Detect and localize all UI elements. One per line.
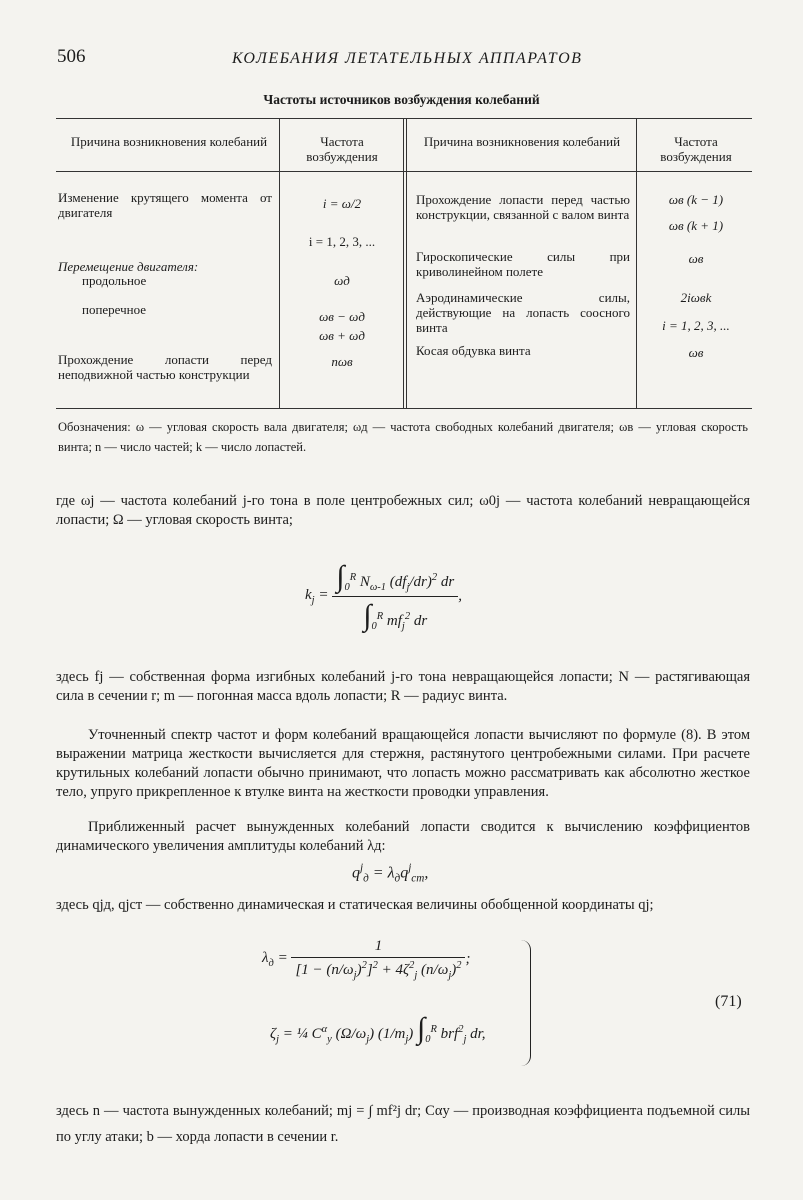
right-row1-freq-b: ωв (k + 1) (668, 218, 724, 233)
left-row2b-freq-b: ωв + ωд (319, 328, 365, 343)
table-bottom-rule (56, 408, 752, 409)
left-row2b-cause: поперечное (82, 302, 147, 317)
right-row2-freq: ωв (688, 251, 704, 266)
equation-lambda: $\lambda_д$ = $\frac{1}{[1 - (n/\omega_j)^2]^2 + 4\zeta^2_j (n/\omega_j)^2}$ ; (262, 938, 471, 981)
table-col-divider-3 (636, 118, 637, 408)
table-col-divider-2b (406, 118, 407, 408)
table-col-divider-1 (279, 118, 280, 408)
paragraph-1: где ωj — частота колебаний j-го тона в поле центробежных сил; ω0j — частота колебаний невращающейся лопасти; Ω — угловая скорость винта; (56, 493, 750, 528)
paragraph-3: Уточненный спектр частот и форм колебаний вращающейся лопасти вычисляют по формуле (8). В этом выражении матрица жесткости вычисляется для стержня, растянутого центробежными силами. При расчете крутильных колебаний лопасти обычно принимают, что лопасть можно рассматривать как абсолютно жесткое тело, упруго прикрепленное к втулке винта на жесткости проводки управления. (56, 727, 750, 800)
paragraph-4: Приближенный расчет вынужденных колебаний лопасти сводится к вычислению коэффициентов динамического увеличения амплитуды колебаний λд: (56, 819, 750, 854)
equation-number: (71) (715, 993, 742, 1010)
left-row1-cause: Изменение крутящего момента от двигателя (58, 190, 272, 220)
right-row4-freq: ωв (688, 345, 704, 360)
equation-kj: $k_j$ = $\frac{\int_0^R N_{\omega-1} (df_j/dr)^2 dr}{\int_0^R mf_j^2 dr}$ , (305, 560, 462, 632)
system-brace (516, 940, 531, 1066)
equation-q: $q^j_д = \lambda_дq^j_{ст}$, (352, 862, 429, 885)
left-row3-freq: nωв (331, 354, 353, 369)
right-row4-cause: Косая обдувка винта (416, 343, 531, 358)
col-header-freq-right: Частота возбуждения (660, 134, 732, 164)
table-notation: Обозначения: ω — угловая скорость вала двигателя; ωд — частота свободных колебаний двигателя; ωв — угловая скорость винта; n — число частей; k — число лопастей. (58, 420, 748, 454)
left-row3-cause: Прохождение лопасти перед неподвижной частью конструкции (58, 352, 272, 382)
table-caption: Частоты источников возбуждения колебаний (263, 92, 540, 107)
col-header-freq-left: Частота возбуждения (306, 134, 378, 164)
col-header-cause-right: Причина возникновения колебаний (423, 134, 621, 149)
paragraph-2: здесь fj — собственная форма изгибных колебаний j-го тона невращающейся лопасти; N — растягивающая сила в сечении r; m — погонная масса вдоль лопасти; R — радиус винта. (56, 669, 750, 704)
paragraph-5: здесь qjд, qjст — собственно динамическая и статическая величины обобщенной координаты qj; (56, 897, 654, 913)
left-row2b-freq-a: ωв − ωд (319, 309, 365, 324)
table-col-divider-2a (403, 118, 404, 408)
right-row1-cause: Прохождение лопасти перед частью конструкции, связанной с валом винта (416, 192, 630, 222)
col-header-cause-left: Причина возникновения колебаний (70, 134, 268, 149)
right-row3-cause: Аэродинамические силы, действующие на лопасть соосного винта (416, 290, 630, 335)
paragraph-6: здесь n — частота вынужденных колебаний; mj = ∫ mf²j dr; Cαy — производная коэффициента подъемной силы по углу атаки; b — хорда лопасти в сечении r. (56, 1103, 750, 1145)
left-row2a-freq: ωд (334, 273, 350, 288)
right-row1-freq-a: ωв (k − 1) (668, 192, 724, 207)
right-row3-freq-a: 2iωвk (680, 290, 712, 305)
left-row2a-cause: продольное (82, 273, 147, 288)
equation-zeta: $\zeta_j$ = ¼ $C^\alpha_y$ $(\Omega/\omega_j)$ $(1/m_j)$ $\int_0^R$ brf$^2_j$ dr, (270, 1012, 486, 1045)
right-row3-freq-b: i = 1, 2, 3, ... (662, 318, 730, 333)
left-row2-cause: Перемещение двигателя: (58, 259, 199, 274)
left-row1-freq-b: i = 1, 2, 3, ... (308, 234, 376, 249)
right-row2-cause: Гироскопические силы при криволинейном полете (416, 249, 630, 279)
table-top-rule (56, 118, 752, 119)
running-title: КОЛЕБАНИЯ ЛЕТАТЕЛЬНЫХ АППАРАТОВ (232, 50, 583, 67)
page-number: 506 (57, 46, 86, 67)
left-row1-freq-a: i = ω/2 (322, 196, 362, 211)
table-header-rule (56, 171, 752, 172)
